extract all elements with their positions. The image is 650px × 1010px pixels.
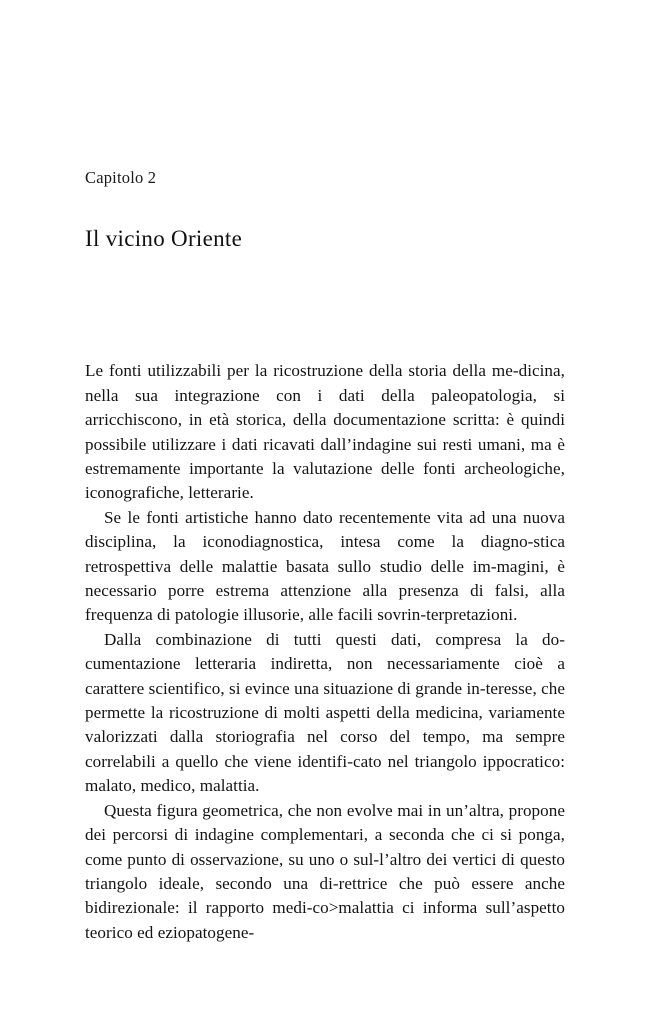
page-title: Il vicino Oriente: [85, 225, 243, 251]
chapter-label: Capitolo 2: [85, 168, 157, 187]
paragraph: Questa figura geometrica, che non evolve mai in un’altra, propone dei percorsi di indagine complementari, a seconda che ci si ponga, come punto di osservazione, su uno o sul-l’altro dei vertici di questo triangolo ideale, secondo una di-rettrice che può essere anche bidirezionale: il rapporto medi-co>malattia ci informa sull’aspetto teorico ed eziopatogene-: [85, 800, 565, 942]
page-content: [85, 168, 565, 945]
paragraph: Le fonti utilizzabili per la ricostruzione della storia della me-dicina, nella sua integrazione con i dati della paleopatologia, si arricchiscono, in età storica, della documentazione scritta: è quindi possibile utilizzare i dati ricavati dall’indagine sui resti umani, ma è estremamente importante la valutazione delle fonti archeologiche, iconografiche, letterarie.: [85, 361, 565, 503]
paragraph: Dalla combinazione di tutti questi dati, compresa la do-cumentazione letteraria indiretta, non necessariamente cioè a carattere scientifico, si evince una situazione di grande in-teresse, che permette la ricostruzione di molti aspetti della medicina, variamente valorizzati dalla storiografia nel corso del tempo, ma sempre correlabili a quello che viene identifi-cato nel triangolo ippocratico: malato, medico, malattia.: [85, 629, 565, 796]
paragraph: Se le fonti artistiche hanno dato recentemente vita ad una nuova disciplina, la iconodiagnostica, intesa come la diagno-stica retrospettiva delle malattie basata sullo studio delle im-magini, è necessario porre estrema attenzione alla presenza di falsi, alla frequenza di patologie illusorie, alle facili sovrin-terpretazioni.: [85, 507, 565, 625]
body-text: [85, 359, 565, 945]
